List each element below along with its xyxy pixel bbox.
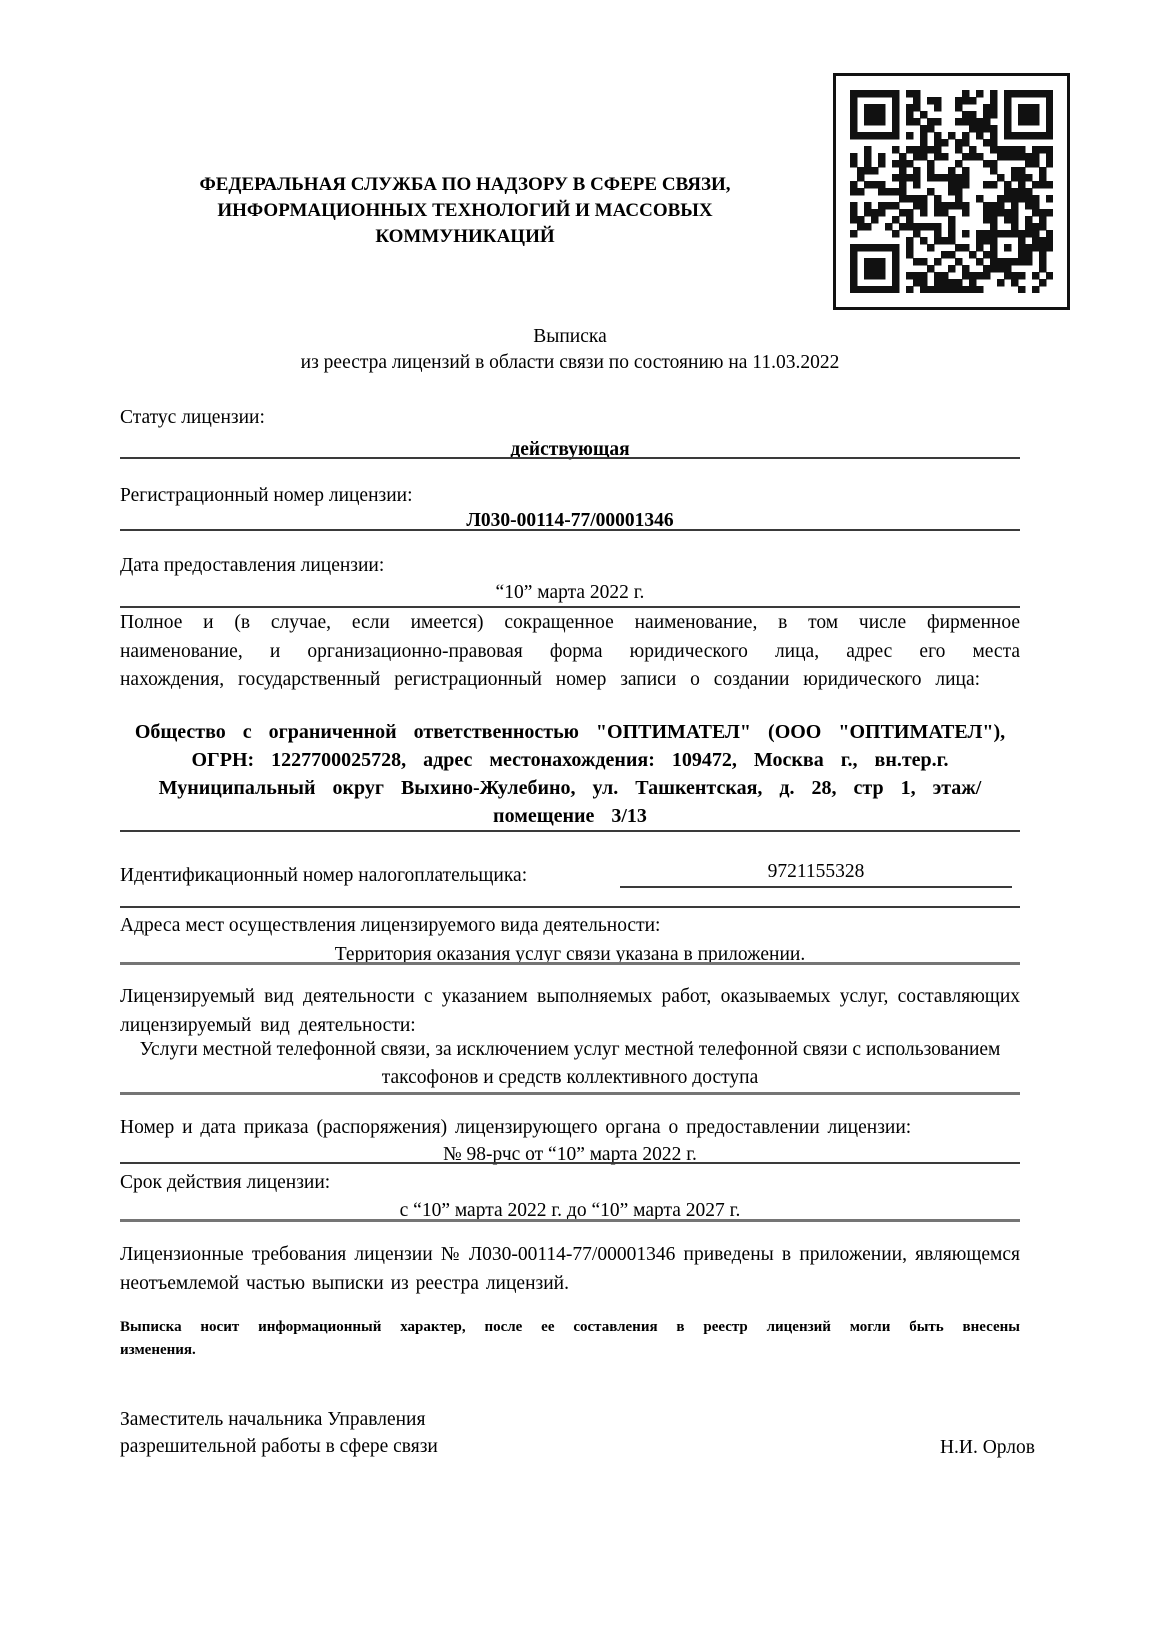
status-field-label: Статус лицензии: — [120, 407, 265, 428]
document-subtitle: из реестра лицензий в области связи по состоянию на 11.03.2022 — [300, 352, 840, 373]
addresses-field-label: Адреса мест осуществления лицензируемого вида деятельности: — [120, 915, 661, 936]
grant-date-field-value: “10” марта 2022 г. — [495, 582, 645, 603]
divider — [120, 606, 1020, 608]
disclaimer-note: Выписка носит информационный характер, после ее составления в реестр лицензий могли быть внесены изменения. — [120, 1319, 1020, 1358]
activity-field-label: Лицензируемый вид деятельности с указанием выполняемых работ, оказываемых услуг, составляющих лицензируемый вид деятельности: — [120, 986, 1020, 1036]
inn-field-label: Идентификационный номер налогоплательщика: — [120, 865, 528, 886]
order-field-label: Номер и дата приказа (распоряжения) лицензирующего органа о предоставлении лицензии: — [120, 1117, 912, 1138]
divider — [120, 962, 1020, 965]
reg-number-field-value: Л030-00114-77/00001346 — [466, 510, 674, 531]
qr-code — [833, 73, 1070, 310]
validity-field-label: Срок действия лицензии: — [120, 1172, 331, 1193]
inn-field-value: 9721155328 — [620, 858, 1012, 888]
status-field-value: действующая — [510, 439, 630, 460]
activity-field-value: Услуги местной телефонной связи, за исключением услуг местной телефонной связи с использованием таксофонов и средств коллективного доступа — [139, 1039, 1001, 1088]
entity-field-value: Общество с ограниченной ответственностью "ОПТИМАТЕЛ" (ООО "ОПТИМАТЕЛ"), ОГРН: 1227700025728, адрес местонахождения: 109472, Москва г., вн.тер.г. Муниципальный округ Выхино-Жулебино, ул. Ташкентская, д. 28, стр 1, этаж/помещение 3/13 — [134, 721, 1006, 827]
entity-field-label: Полное и (в случае, если имеется) сокращенное наименование, в том числе фирменное наименование, и организационно-правовая форма юридического лица, адрес его места нахождения, государственный регистрационный номер записи о создании юридического лица: — [120, 612, 1020, 690]
divider — [120, 1162, 1020, 1164]
order-field-value: № 98-рчс от “10” марта 2022 г. — [443, 1144, 697, 1165]
divider — [120, 457, 1020, 459]
issuer-name: ФЕДЕРАЛЬНАЯ СЛУЖБА ПО НАДЗОРУ В СФЕРЕ СВЯЗИ, ИНФОРМАЦИОННЫХ ТЕХНОЛОГИЙ И МАССОВЫХ КОММУНИКАЦИЙ — [199, 174, 731, 247]
reg-number-field-label: Регистрационный номер лицензии: — [120, 485, 413, 506]
divider — [120, 906, 1020, 908]
divider — [120, 529, 1020, 531]
document-title: Выписка — [533, 326, 607, 347]
divider — [120, 1219, 1020, 1222]
addresses-field-value: Территория оказания услуг связи указана в приложении. — [334, 944, 806, 965]
validity-field-value: с “10” марта 2022 г. до “10” марта 2027 г. — [399, 1200, 741, 1221]
divider — [120, 1092, 1020, 1095]
requirements-note: Лицензионные требования лицензии № Л030-00114-77/00001346 приведены в приложении, являющемся неотъемлемой частью выписки из реестра лицензий. — [120, 1244, 1020, 1294]
grant-date-field-label: Дата предоставления лицензии: — [120, 555, 385, 576]
signatory-position: Заместитель начальника Управления разрешительной работы в сфере связи — [120, 1409, 438, 1457]
qr-pattern — [850, 90, 1053, 293]
divider — [120, 830, 1020, 832]
signatory-name: Н.И. Орлов — [939, 1437, 1035, 1458]
